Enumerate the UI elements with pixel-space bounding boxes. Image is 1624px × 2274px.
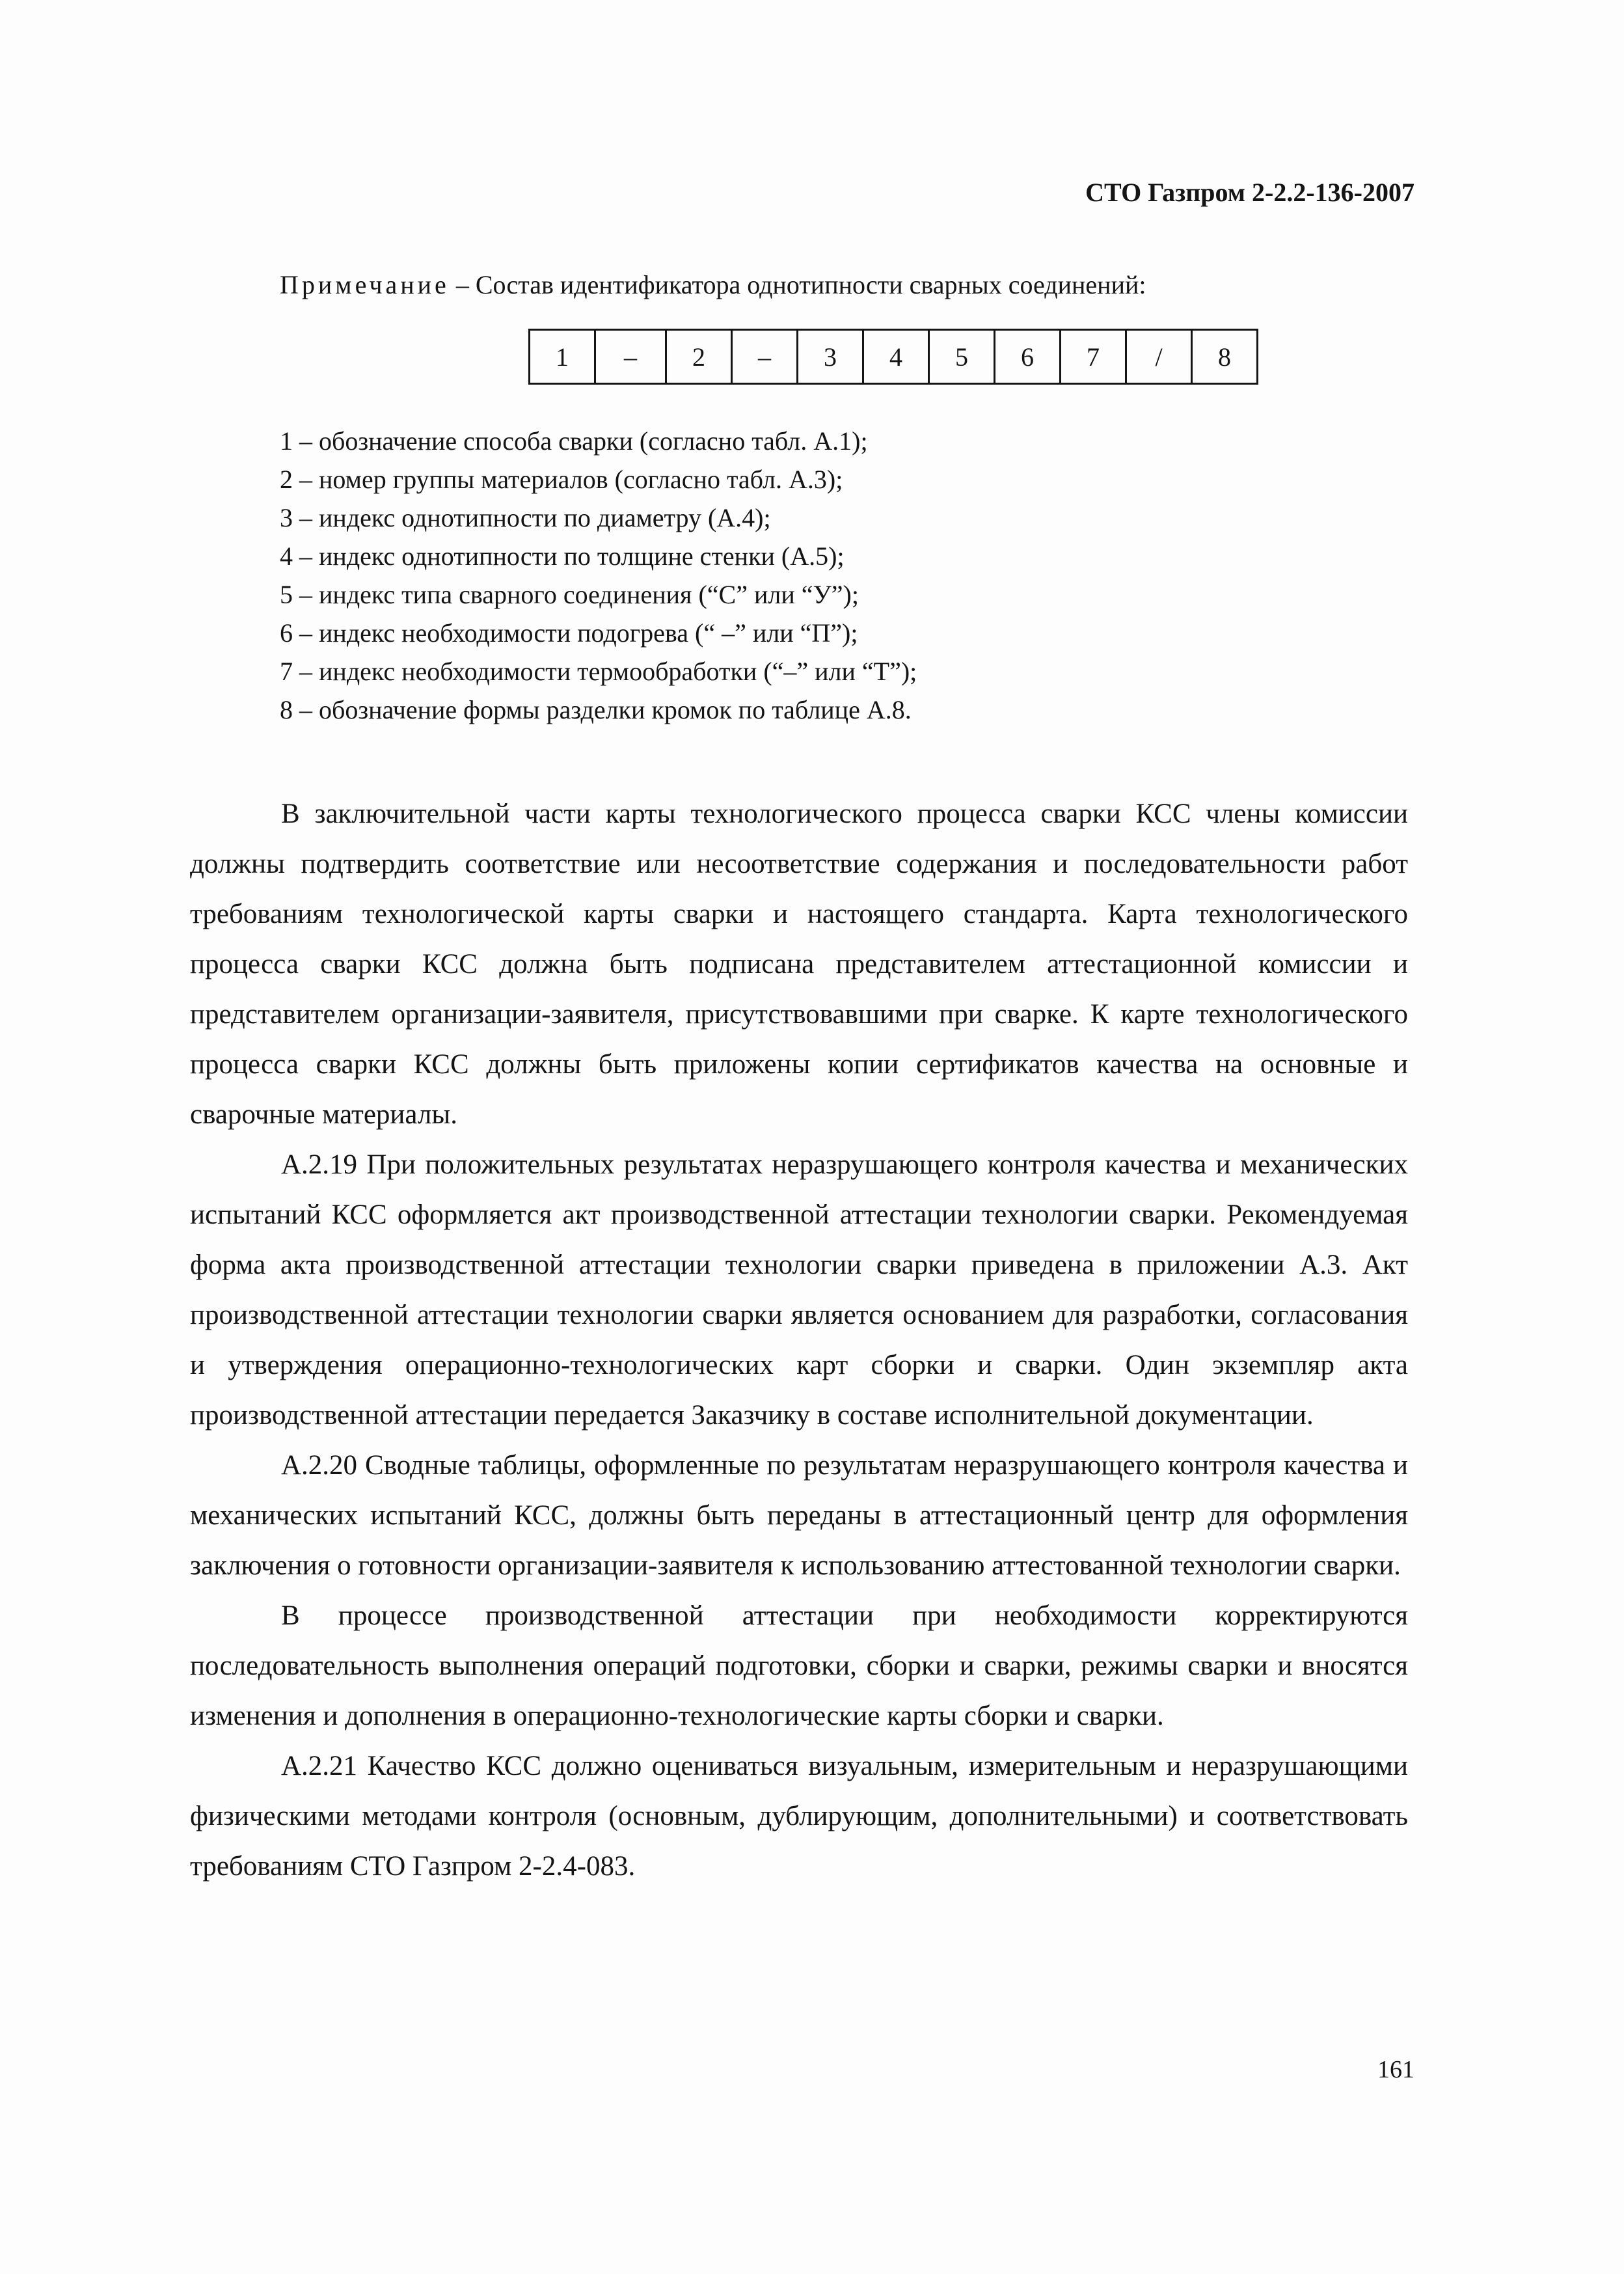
note-line <box>280 269 1146 300</box>
legend-item: 6 – индекс необходимости подогрева (“ –” или “П”); <box>280 618 858 648</box>
legend-item: 1 – обозначение способа сварки (согласно табл. А.1); <box>280 426 868 456</box>
page-number: 161 <box>1377 2056 1414 2083</box>
paragraph: В заключительной части карты технологического процесса сварки КСС члены комиссии должны подтвердить соответствие или несоответствие содержания и последовательности работ требованиям технологической карты сварки и настоящего стандарта. Карта технологического процесса сварки КСС должна быть подписана представителем аттестационной комиссии и представителем организации-заявителя, присутствовавшими при сварке. К карте технологического процесса сварки КСС должны быть приложены копии сертификатов качества на основные и сварочные материалы. <box>190 799 1408 1130</box>
paragraph: В процессе производственной аттестации при необходимости корректируются последовательность выполнения операций подготовки, сборки и сварки, режимы сварки и вносятся изменения и дополнения в операционно-технологические карты сборки и сварки. <box>190 1600 1408 1731</box>
identifier-scheme-row <box>530 330 1258 384</box>
identifier-scheme-table <box>528 329 1258 385</box>
note-text: – Состав идентификатора однотипности сварных соединений: <box>449 270 1146 299</box>
identifier-cell: 1 <box>530 330 595 384</box>
identifier-cell: 2 <box>666 330 732 384</box>
document-code-header: СТО Газпром 2-2.2-136-2007 <box>1085 178 1414 207</box>
legend-item: 7 – индекс необходимости термообработки (“–” или “Т”); <box>280 657 917 686</box>
identifier-cell: 4 <box>863 330 929 384</box>
legend-item: 8 – обозначение формы разделки кромок по таблице А.8. <box>280 695 912 724</box>
note-label: Примечание <box>280 270 450 299</box>
legend-item: 3 – индекс однотипности по диаметру (А.4); <box>280 503 771 532</box>
identifier-cell: 8 <box>1192 330 1258 384</box>
legend-item: 5 – индекс типа сварного соединения (“С” или “У”); <box>280 580 859 609</box>
identifier-cell: 5 <box>929 330 995 384</box>
legend-item: 4 – индекс однотипности по толщине стенки (А.5); <box>280 541 845 571</box>
paragraph-a-2-19: А.2.19 При положительных результатах неразрушающего контроля качества и механических испытаний КСС оформляется акт производственной аттестации технологии сварки. Рекомендуемая форма акта производственной аттестации технологии сварки приведена в приложении А.3. Акт производственной аттестации технологии сварки является основанием для разработки, согласования и утверждения операционно-технологических карт сборки и сварки. Один экземпляр акта производственной аттестации передается Заказчику в составе исполнительной документации. <box>190 1149 1408 1431</box>
body-text <box>190 789 1408 1891</box>
paragraph-a-2-20: А.2.20 Сводные таблицы, оформленные по результатам неразрушающего контроля качества и механических испытаний КСС, должны быть переданы в аттестационный центр для оформления заключения о готовности организации-заявителя к использованию аттестованной технологии сварки. <box>190 1450 1408 1581</box>
paragraph-a-2-21: А.2.21 Качество КСС должно оцениваться визуальным, измерительным и неразрушающими физическими методами контроля (основным, дублирующим, дополнительными) и соответствовать требованиям СТО Газпром 2-2.4-083. <box>190 1751 1408 1882</box>
identifier-cell: / <box>1126 330 1192 384</box>
identifier-legend <box>280 422 917 729</box>
legend-item: 2 – номер группы материалов (согласно табл. А.3); <box>280 465 843 494</box>
identifier-cell: 6 <box>995 330 1061 384</box>
identifier-cell: 7 <box>1061 330 1126 384</box>
identifier-cell: 3 <box>798 330 863 384</box>
identifier-cell: – <box>595 330 666 384</box>
identifier-cell: – <box>732 330 798 384</box>
